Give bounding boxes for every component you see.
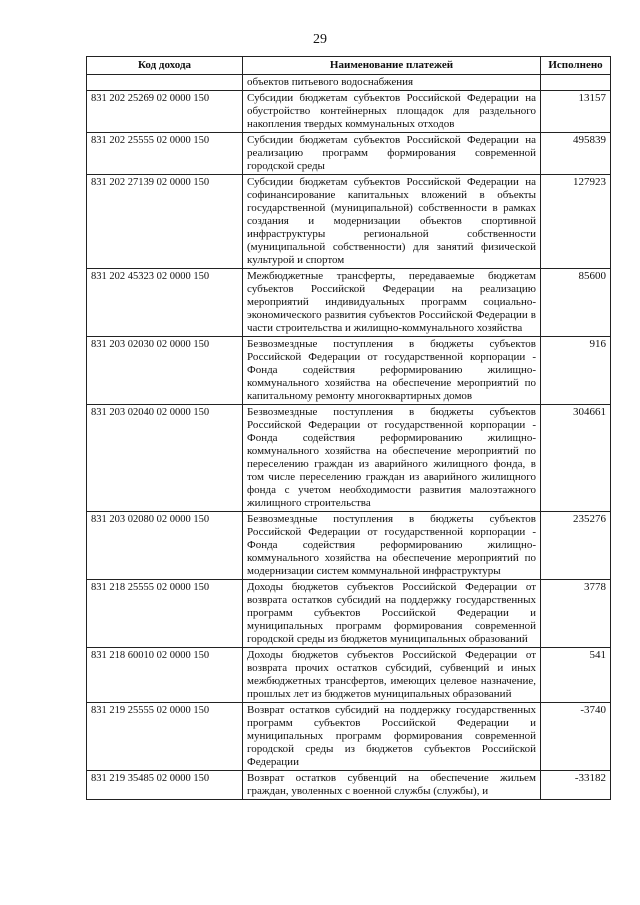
executed-amount: 541 <box>541 648 611 703</box>
income-code: 831 202 25555 02 0000 150 <box>87 133 243 175</box>
income-code: 831 203 02040 02 0000 150 <box>87 405 243 512</box>
table-row <box>87 703 611 771</box>
payment-name: Субсидии бюджетам субъектов Российской Федерации на обустройство контейнерных площадок для раздельного накопления твердых коммунальных отходов <box>243 91 541 133</box>
table-header <box>87 57 611 75</box>
executed-amount: 235276 <box>541 512 611 580</box>
executed-amount: 304661 <box>541 405 611 512</box>
income-code: 831 219 25555 02 0000 150 <box>87 703 243 771</box>
income-code: 831 202 27139 02 0000 150 <box>87 175 243 269</box>
income-code: 831 203 02030 02 0000 150 <box>87 337 243 405</box>
income-code: 831 218 25555 02 0000 150 <box>87 580 243 648</box>
executed-amount: -33182 <box>541 771 611 800</box>
table-row <box>87 91 611 133</box>
executed-amount: 127923 <box>541 175 611 269</box>
header-amount: Исполнено <box>541 57 611 75</box>
payment-name: Субсидии бюджетам субъектов Российской Федерации на софинансирование капитальных вложений в объекты государственной (муниципальной) собственности в рамках создания и модернизации объектов спортивной инфраструктуры региональной собственности (муниципальной собственности) для занятий физической культурой и спортом <box>243 175 541 269</box>
payment-name: Возврат остатков субсидий на поддержку государственных программ субъектов Российской Федерации и муниципальных программ формирования современной городской среды из бюджетов субъектов Российской Федерации <box>243 703 541 771</box>
executed-amount: 3778 <box>541 580 611 648</box>
header-code: Код дохода <box>87 57 243 75</box>
table-row <box>87 337 611 405</box>
page-number: 29 <box>313 32 327 47</box>
payment-name: Безвозмездные поступления в бюджеты субъектов Российской Федерации от государственной корпорации - Фонда содействия реформированию жилищно-коммунального хозяйства на обеспечение мероприятий по переселению граждан из аварийного жилищного фонда, в том числе переселению граждан из аварийного жилищного фонда с учетом необходимости развития малоэтажного жилищного строительства <box>243 405 541 512</box>
income-code: 831 219 35485 02 0000 150 <box>87 771 243 800</box>
executed-amount: 916 <box>541 337 611 405</box>
income-code: 831 203 02080 02 0000 150 <box>87 512 243 580</box>
table-row <box>87 512 611 580</box>
header-row <box>87 57 611 75</box>
payment-name: Доходы бюджетов субъектов Российской Федерации от возврата прочих остатков субсидий, субвенций и иных межбюджетных трансфертов, имеющих целевое назначение, прошлых лет из бюджетов муниципальных образований <box>243 648 541 703</box>
executed-amount <box>541 75 611 91</box>
payment-name: Безвозмездные поступления в бюджеты субъектов Российской Федерации от государственной корпорации - Фонда содействия реформированию жилищно-коммунального хозяйства на обеспечение мероприятий по капитальному ремонту многоквартирных домов <box>243 337 541 405</box>
revenue-table <box>86 56 611 800</box>
table-row <box>87 771 611 800</box>
executed-amount: 85600 <box>541 269 611 337</box>
payment-name: Возврат остатков субвенций на обеспечение жильем граждан, уволенных с военной службы (службы), и <box>243 771 541 800</box>
payment-name: Субсидии бюджетам субъектов Российской Федерации на реализацию программ формирования современной городской среды <box>243 133 541 175</box>
table-row <box>87 648 611 703</box>
payment-name: Безвозмездные поступления в бюджеты субъектов Российской Федерации от государственной корпорации - Фонда содействия реформированию жилищно-коммунального хозяйства на обеспечение мероприятий по модернизации систем коммунальной инфраструктуры <box>243 512 541 580</box>
executed-amount: -3740 <box>541 703 611 771</box>
income-code: 831 218 60010 02 0000 150 <box>87 648 243 703</box>
income-code: 831 202 45323 02 0000 150 <box>87 269 243 337</box>
table-body <box>87 75 611 800</box>
payment-name: Межбюджетные трансферты, передаваемые бюджетам субъектов Российской Федерации на реализацию мероприятий индивидуальных программ социально-экономического развития субъектов Российской Федерации в части строительства и жилищно-коммунального хозяйства <box>243 269 541 337</box>
table-row <box>87 405 611 512</box>
income-code: 831 202 25269 02 0000 150 <box>87 91 243 133</box>
payment-name: Доходы бюджетов субъектов Российской Федерации от возврата остатков субсидий на поддержку государственных программ субъектов Российской Федерации и муниципальных программ формирования современной городской среды из бюджетов муниципальных образований <box>243 580 541 648</box>
income-code <box>87 75 243 91</box>
header-name: Наименование платежей <box>243 57 541 75</box>
executed-amount: 13157 <box>541 91 611 133</box>
table-row <box>87 133 611 175</box>
payment-name: объектов питьевого водоснабжения <box>243 75 541 91</box>
table-row <box>87 175 611 269</box>
executed-amount: 495839 <box>541 133 611 175</box>
table-row <box>87 269 611 337</box>
table-row <box>87 580 611 648</box>
table-row <box>87 75 611 91</box>
